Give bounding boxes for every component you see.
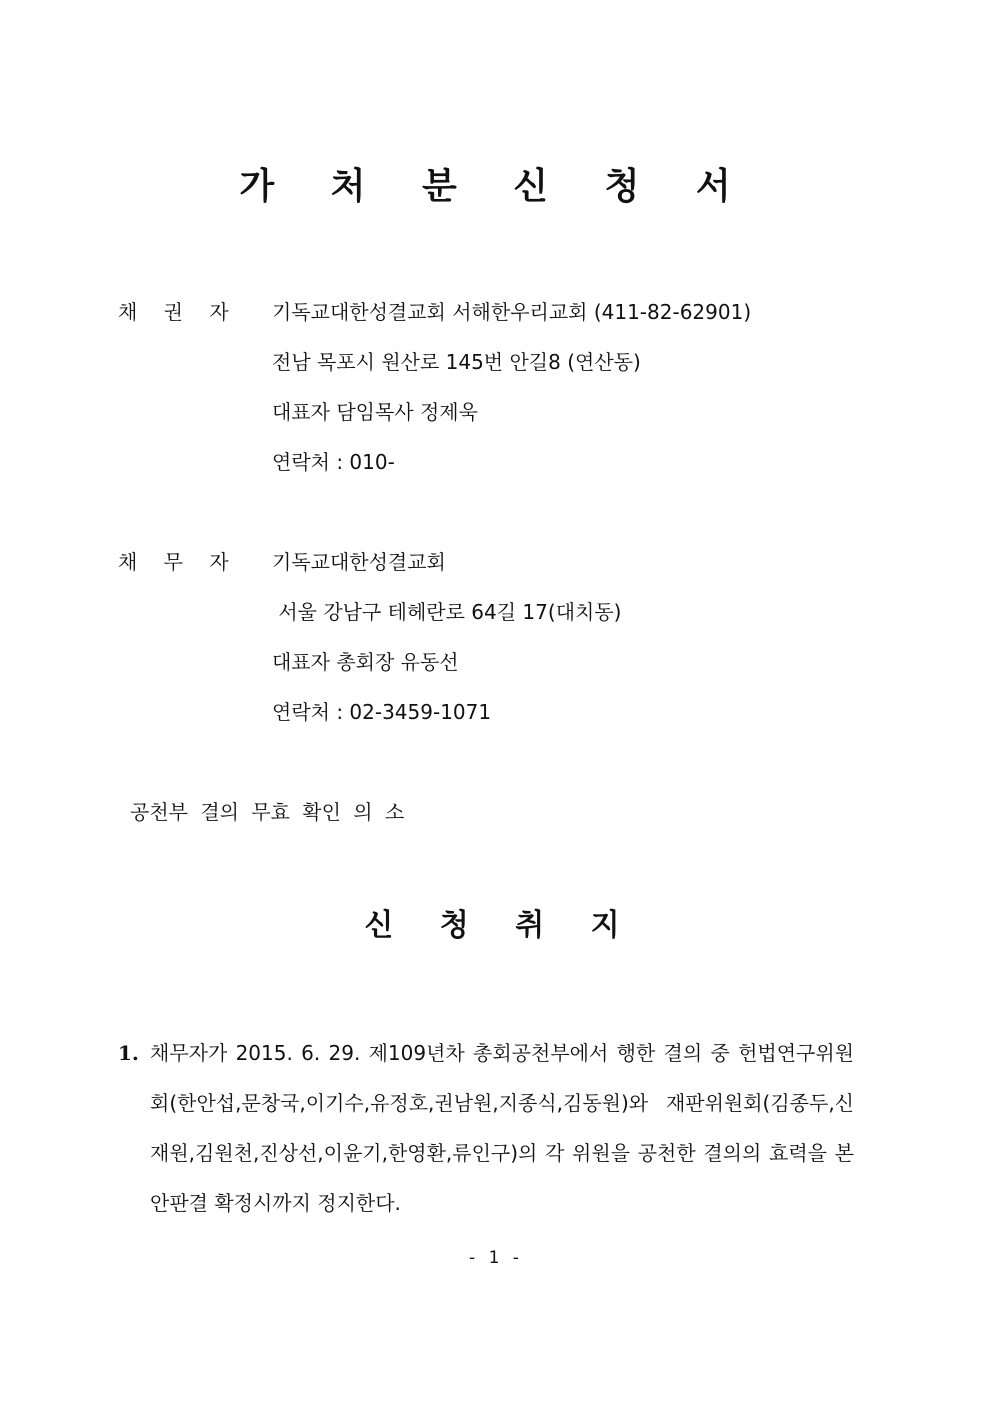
debtor-address: 서울 강남구 테헤란로 64길 17(대치동) xyxy=(272,600,622,624)
debtor-name: 기독교대한성결교회 xyxy=(272,550,446,574)
debtor-contact: 연락처 : 02-3459-1071 xyxy=(272,700,492,724)
section-title: 신 청 취 지 xyxy=(364,908,638,943)
page-number: - 1 - xyxy=(469,1248,523,1268)
debtor-label: 채 무 자 xyxy=(118,550,239,574)
list-item xyxy=(118,1028,854,1228)
creditor-representative: 대표자 담임목사 정제욱 xyxy=(272,400,478,424)
creditor-contact: 연락처 : 010- xyxy=(272,450,395,474)
creditor-name: 기독교대한성결교회 서해한우리교회 (411-82-62901) xyxy=(272,300,752,324)
item-number: 1. xyxy=(118,1041,139,1065)
debtor-representative: 대표자 총회장 유동선 xyxy=(272,650,459,674)
creditor-label: 채 권 자 xyxy=(118,300,239,324)
creditor-address: 전남 목포시 원산로 145번 안길8 (연산동) xyxy=(272,350,641,374)
item-text: 채무자가 2015. 6. 29. 제109년차 총회공천부에서 행한 결의 중 헌법연구위원회(한안섭,문창국,이기수,유정호,권남원,지종식,김동원)와 재판위원회(김종두,신재원,김원천,진상선,이윤기,한영환,류인구)의 각 위원을 공천한 결의의 효력을 본안판결 확정시까지 정지한다. xyxy=(150,1041,854,1215)
case-name: 공천부 결의 무효 확인 의 소 xyxy=(130,800,405,824)
document-title: 가 처 분 신 청 서 xyxy=(239,165,753,207)
